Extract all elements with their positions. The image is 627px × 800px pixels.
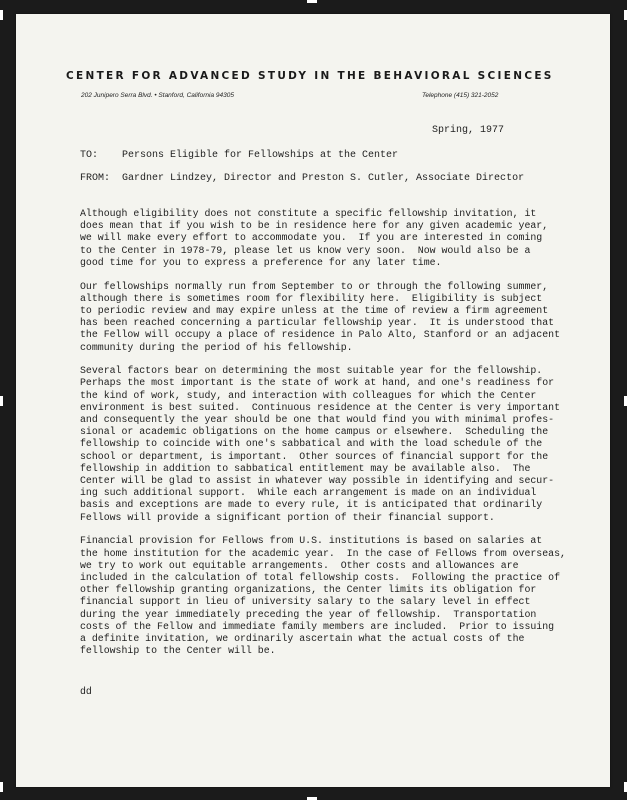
frame-mark bbox=[307, 0, 317, 3]
from-value: Gardner Lindzey, Director and Preston S. Cutler, Associate Director bbox=[122, 173, 525, 184]
from-label: FROM: bbox=[80, 173, 111, 184]
paragraph-eligibility: Although eligibility does not constitute a specific fellowship invitation, it does mean that if you wish to be in residence here for any given academic year, we will make every effort to accommodate you. If you are interested in coming to the Center in 1978-79, please let us know very soon. Now would also be a good time for you to express a preference for any later time. bbox=[80, 208, 549, 268]
memo-from-line bbox=[80, 173, 524, 184]
paragraph-financial-provision: Financial provision for Fellows from U.S. institutions is based on salaries at the home institution for the academic year. In the case of Fellows from overseas, we try to work out equitable arrangements. Other costs and allowances are included in the calculation of total fellowship costs. Following the practice other fellowship granting organizations, the Center limits its obligation for financial support in lieu of university salary to the salary level in effect during the year immediately preceding the year of fellowship. Transportation costs of the Fellow and immediate family members are included. Prior to issuing a definite invitation, we ordinarily ascertain what the actual costs of the fellowship to the Center will be. bbox=[80, 535, 566, 657]
letterhead-telephone: Telephone (415) 321-2052 bbox=[422, 92, 499, 99]
to-label: TO: bbox=[80, 150, 99, 161]
to-value: Persons Eligible for Fellowships at the Center bbox=[122, 150, 399, 161]
paragraph-duration: Our fellowships normally run from September to or through the following summer, although there is sometimes room for flexibility here. Eligibility is subject to periodic review and may expire unless at the time of review a firm agreement has been reached concerning a particular fellowship year. It is understood that the Fellow will occupy a place of residence in Palo Alto, Stanford or an adjacent community during the period of his fellowship. bbox=[80, 280, 561, 353]
letterhead-title: CENTER FOR ADVANCED STUDY IN THE BEHAVIORAL SCIENCES bbox=[66, 70, 554, 82]
memo-date: Spring, 1977 bbox=[432, 125, 505, 136]
frame-mark bbox=[0, 396, 3, 406]
memo-to-line bbox=[80, 150, 398, 161]
memo-body bbox=[80, 208, 566, 669]
typist-initials: dd bbox=[80, 686, 92, 697]
frame-mark bbox=[0, 782, 3, 792]
paragraph-timing-factors: Several factors bear on determining the most suitable year for the fellowship. Perhaps the most important is the state of work at hand, and one's readiness for the kind of work, study, and interaction with colleagues for which the Center environment is best suited. Continuous residence at the Center is very important and consequently the year should be one that would find you with minimal profes- sional or academic obligations on the home campus or elsewhere. Scheduling the fellowship to coincide with one's sabbatical and with the load schedule of the school or department, is important. Other sources of financial support for the fellowship in addition to sabbatical entitlement may be available also. The Center will be glad to assist in whatever way possible in identifying and secur- ing such additional support. While each arrangement is made on an individual basis and exceptions are made to every rule, it is anticipated that ordinarily Fellows will provide a significant portion of their financial support. bbox=[80, 365, 561, 523]
frame-mark bbox=[0, 10, 3, 20]
letterhead-address: 202 Junipero Serra Blvd. • Stanford, California 94305 bbox=[81, 92, 234, 99]
